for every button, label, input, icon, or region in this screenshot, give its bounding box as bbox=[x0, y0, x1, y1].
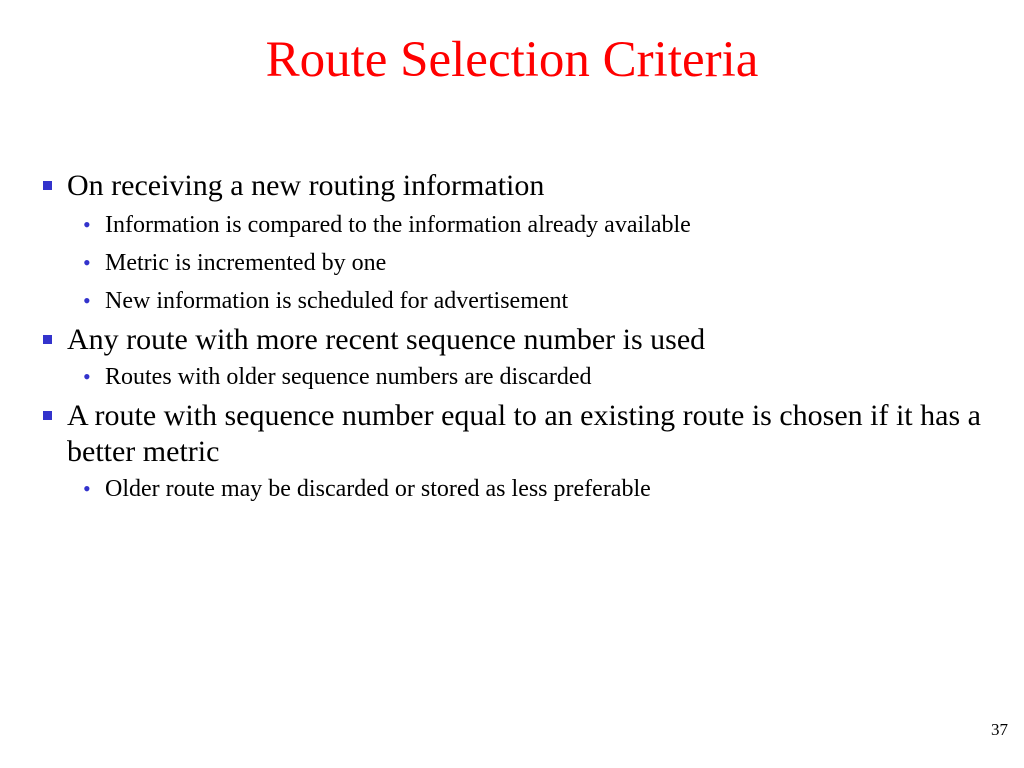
sub-bullet-text: Older route may be discarded or stored as less preferable bbox=[105, 476, 651, 502]
bullet-level2 bbox=[40, 206, 990, 244]
bullet-level2 bbox=[40, 244, 990, 282]
bullet-level1 bbox=[40, 168, 990, 204]
dot-bullet-icon: • bbox=[83, 288, 91, 313]
square-bullet-icon bbox=[43, 411, 52, 420]
dot-bullet-icon: • bbox=[83, 476, 91, 501]
sub-bullet-text: Metric is incremented by one bbox=[105, 250, 387, 276]
bullet-level2 bbox=[40, 358, 990, 396]
bullet-level1 bbox=[40, 322, 990, 358]
bullet-level1 bbox=[40, 398, 990, 470]
dot-bullet-icon: • bbox=[83, 212, 91, 237]
sub-bullet-text: Routes with older sequence numbers are discarded bbox=[105, 364, 592, 390]
sub-bullet-text: New information is scheduled for advertisement bbox=[105, 288, 569, 314]
square-bullet-icon bbox=[43, 335, 52, 344]
square-bullet-icon bbox=[43, 181, 52, 190]
sub-bullet-text: Information is compared to the information already available bbox=[105, 212, 691, 238]
dot-bullet-icon: • bbox=[83, 364, 91, 389]
bullet-text: A route with sequence number equal to an existing route is chosen if it has a better metric bbox=[67, 399, 981, 468]
bullet-text: On receiving a new routing information bbox=[67, 169, 545, 202]
slide-body bbox=[40, 168, 990, 508]
bullet-level2 bbox=[40, 282, 990, 320]
bullet-level2 bbox=[40, 470, 990, 508]
slide-number: 37 bbox=[991, 720, 1008, 739]
bullet-text: Any route with more recent sequence number is used bbox=[67, 323, 706, 356]
dot-bullet-icon: • bbox=[83, 250, 91, 275]
slide-title: Route Selection Criteria bbox=[265, 32, 759, 88]
